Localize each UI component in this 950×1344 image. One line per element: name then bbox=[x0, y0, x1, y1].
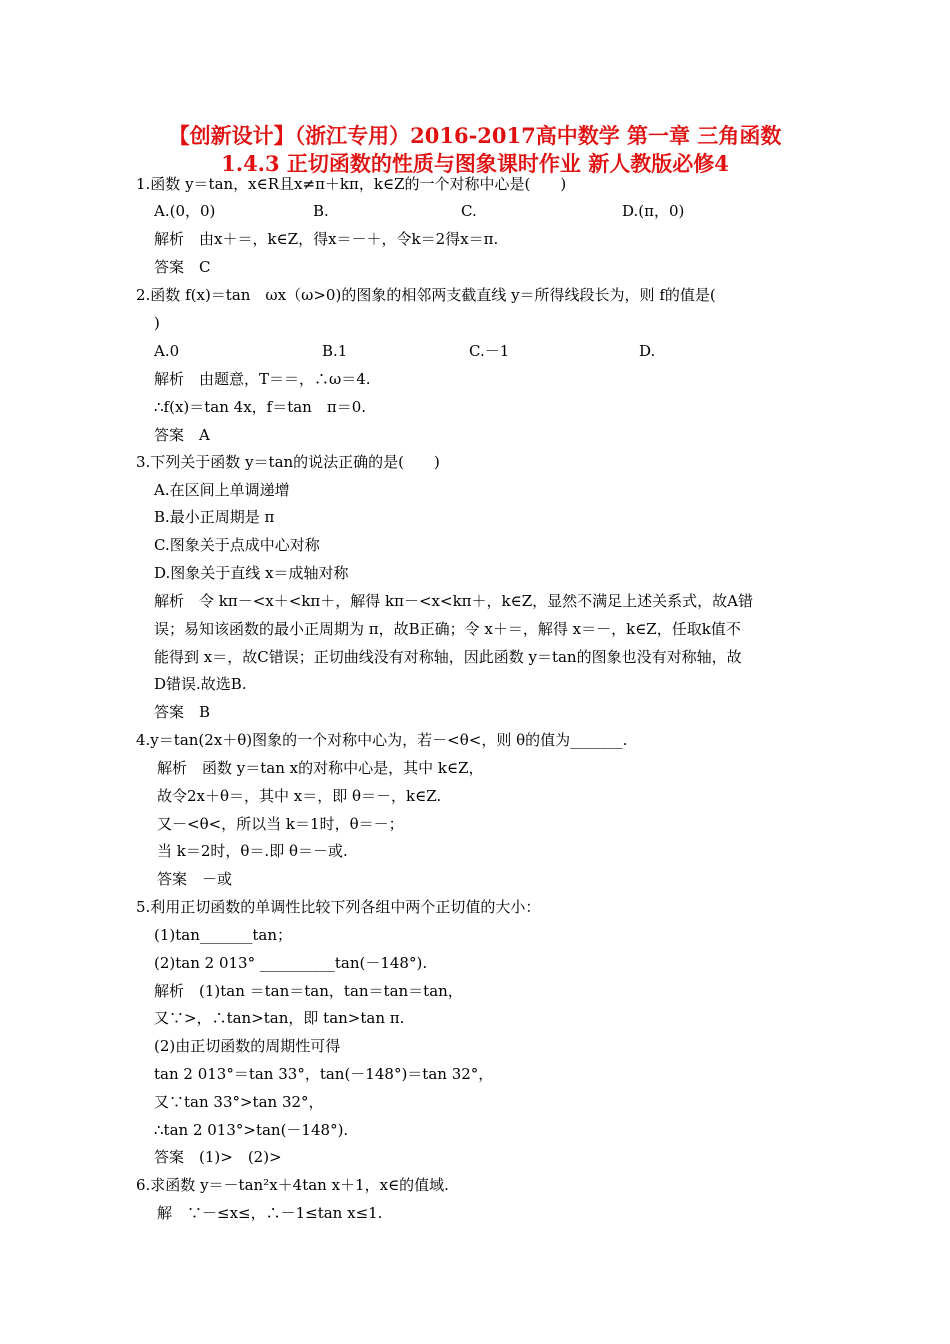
q2-option-d: D. bbox=[639, 342, 656, 360]
q2-option-b: B.1 bbox=[322, 342, 348, 360]
q2-stem-end: ) bbox=[154, 314, 160, 332]
q3-answer: 答案 B bbox=[154, 703, 211, 721]
q4-analysis-4: 当 k＝2时，θ＝.即 θ＝－或. bbox=[157, 842, 348, 860]
q5-sub-2: (2)tan 2 013° __________tan(－148°). bbox=[154, 954, 428, 972]
q3-analysis-3: 能得到 x＝，故C错误；正切曲线没有对称轴，因此函数 y＝tan的图象也没有对称轴，故 bbox=[154, 648, 742, 666]
q5-analysis-5: 又∵tan 33°>tan 32°， bbox=[154, 1093, 324, 1111]
q4-analysis-1: 解析 函数 y＝tan x的对称中心是，其中 k∈Z， bbox=[157, 759, 484, 777]
q3-option-a: A.在区间上单调递增 bbox=[154, 481, 290, 499]
q2-analysis-2: ∴f(x)＝tan 4x，f＝tan π＝0. bbox=[154, 398, 367, 416]
q1-stem: 1.函数 y＝tan，x∈R且x≠π＋kπ，k∈Z的一个对称中心是( ) bbox=[136, 175, 567, 193]
document-title-line-1: 【创新设计】（浙江专用）2016-2017高中数学 第一章 三角函数 bbox=[168, 123, 782, 148]
q2-option-a: A.0 bbox=[154, 342, 180, 360]
document-title-line-2: 1.4.3 正切函数的性质与图象课时作业 新人教版必修4 bbox=[221, 151, 729, 176]
q1-option-c: C. bbox=[461, 202, 477, 220]
q1-analysis: 解析 由x＋＝，k∈Z，得x＝－＋，令k＝2得x＝π. bbox=[154, 230, 499, 248]
q6-stem: 6.求函数 y＝－tan²x＋4tan x＋1，x∈的值域. bbox=[136, 1176, 449, 1194]
q1-option-b: B. bbox=[313, 202, 329, 220]
q4-analysis-2: 故令2x＋θ＝，其中 x＝，即 θ＝－，k∈Z. bbox=[157, 787, 442, 805]
q2-answer: 答案 A bbox=[154, 426, 210, 444]
q1-option-a: A.(0，0) bbox=[154, 202, 216, 220]
q5-stem: 5.利用正切函数的单调性比较下列各组中两个正切值的大小： bbox=[136, 898, 541, 916]
q4-stem: 4.y＝tan(2x＋θ)图象的一个对称中心为，若－<θ<，则 θ的值为_______. bbox=[136, 731, 628, 749]
q3-stem: 3.下列关于函数 y＝tan的说法正确的是( ) bbox=[136, 453, 440, 471]
q5-analysis-1: 解析 (1)tan ＝tan＝tan，tan＝tan＝tan， bbox=[154, 982, 463, 1000]
q6-solution-1: 解 ∵－≤x≤，∴－1≤tan x≤1. bbox=[157, 1204, 383, 1222]
q2-analysis: 解析 由题意，T＝＝，∴ω＝4. bbox=[154, 370, 371, 388]
q3-option-c: C.图象关于点成中心对称 bbox=[154, 536, 320, 554]
q2-stem: 2.函数 f(x)＝tan ωx（ω>0)的图象的相邻两支截直线 y＝所得线段长为，则 f的值是( bbox=[136, 286, 716, 304]
q3-option-d: D.图象关于直线 x＝成轴对称 bbox=[154, 564, 349, 582]
q5-analysis-3: (2)由正切函数的周期性可得 bbox=[154, 1037, 341, 1055]
q5-answer: 答案 (1)> (2)> bbox=[154, 1148, 282, 1166]
q5-analysis-4: tan 2 013°＝tan 33°，tan(－148°)＝tan 32°， bbox=[154, 1065, 494, 1083]
q5-analysis-6: ∴tan 2 013°>tan(－148°). bbox=[154, 1121, 349, 1139]
q3-option-b: B.最小正周期是 π bbox=[154, 508, 275, 526]
q1-answer: 答案 C bbox=[154, 258, 211, 276]
q3-analysis-2: 误；易知该函数的最小正周期为 π，故B正确；令 x＋＝，解得 x＝－，k∈Z，任取k值不 bbox=[154, 620, 741, 638]
q2-option-c: C.－1 bbox=[469, 342, 510, 360]
q1-option-d: D.(π，0) bbox=[622, 202, 685, 220]
q3-analysis-4: D错误.故选B. bbox=[154, 675, 247, 693]
q5-sub-1: (1)tan_______tan； bbox=[154, 926, 293, 944]
q4-analysis-3: 又－<θ<，所以当 k＝1时，θ＝－； bbox=[157, 815, 404, 833]
q5-analysis-2: 又∵>，∴tan>tan，即 tan>tan π. bbox=[154, 1009, 405, 1027]
q4-answer: 答案 －或 bbox=[157, 870, 233, 888]
q3-analysis-1: 解析 令 kπ－<x＋<kπ＋，解得 kπ－<x<kπ＋，k∈Z，显然不满足上述关系式，故A错 bbox=[154, 592, 753, 610]
